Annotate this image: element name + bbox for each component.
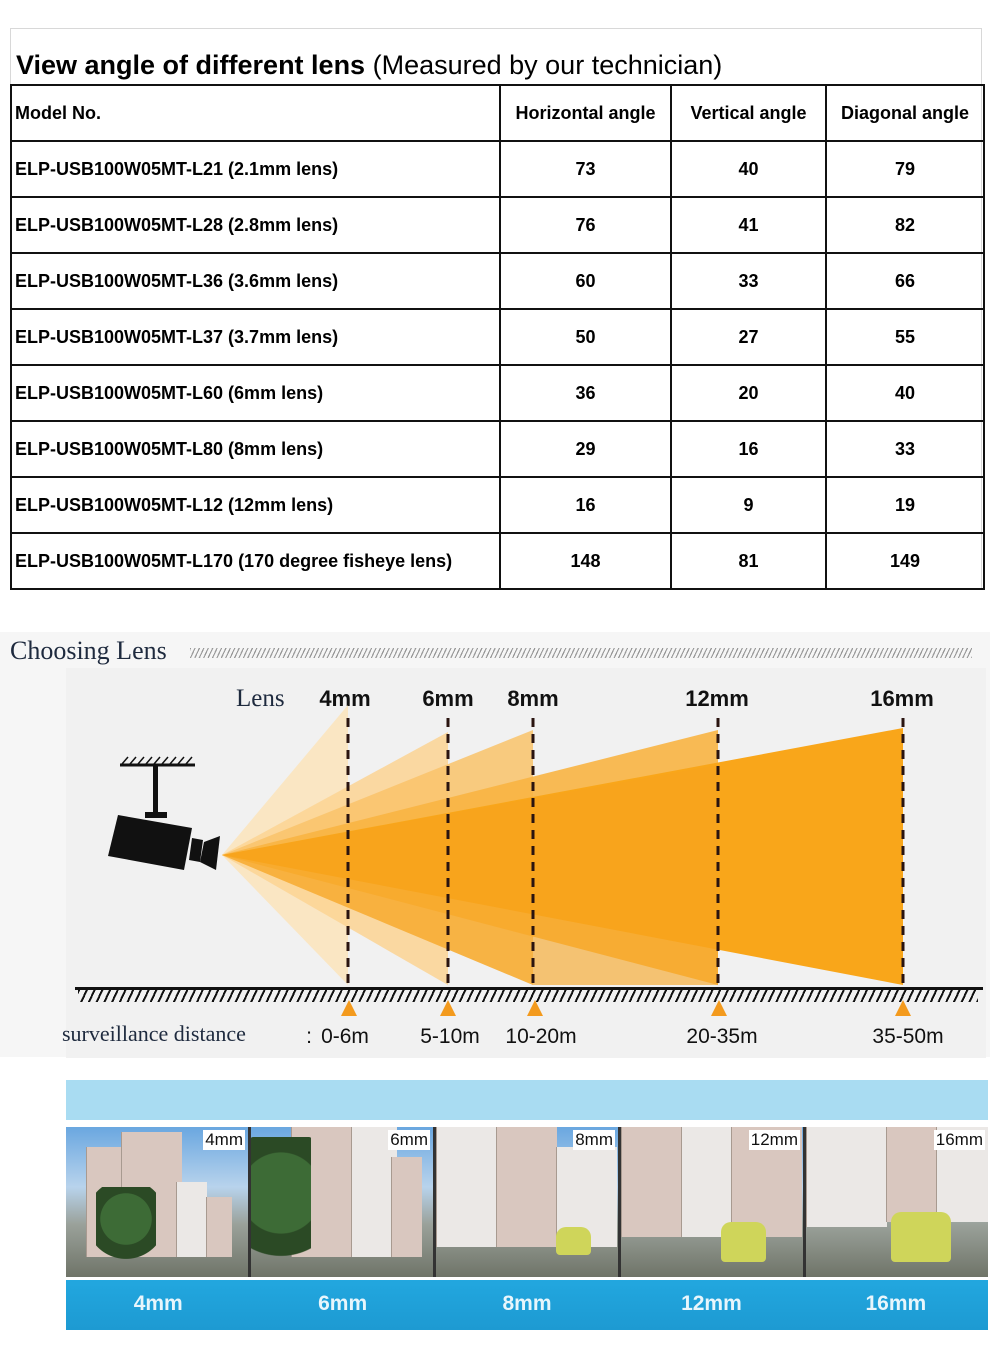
cell-diagonal: 55	[826, 309, 984, 365]
cell-vertical: 81	[671, 533, 826, 589]
cell-horizontal: 76	[500, 197, 671, 253]
cell-model: ELP-USB100W05MT-L21 (2.1mm lens)	[11, 141, 500, 197]
cell-diagonal: 40	[826, 365, 984, 421]
lens-16mm-label: 16mm	[870, 686, 934, 711]
distance-marker-icon	[711, 1000, 727, 1016]
table-title-note: (Measured by our technician)	[372, 50, 723, 80]
diagram-title: Choosing Lens	[10, 636, 167, 665]
distance-marker-icon	[895, 1000, 911, 1016]
cell-model: ELP-USB100W05MT-L28 (2.8mm lens)	[11, 197, 500, 253]
sample-photo-4mm	[66, 1127, 248, 1277]
sample-photo-8mm	[436, 1127, 618, 1277]
cell-model: ELP-USB100W05MT-L37 (3.7mm lens)	[11, 309, 500, 365]
cell-diagonal: 82	[826, 197, 984, 253]
cell-vertical: 41	[671, 197, 826, 253]
cell-diagonal: 19	[826, 477, 984, 533]
cell-model: ELP-USB100W05MT-L60 (6mm lens)	[11, 365, 500, 421]
photo-label-4mm: 4mm	[133, 1292, 183, 1315]
cell-diagonal: 149	[826, 533, 984, 589]
cell-vertical: 16	[671, 421, 826, 477]
photo-label-8mm: 8mm	[502, 1292, 552, 1315]
distance-6mm: 5-10m	[420, 1025, 480, 1048]
sample-photo-12mm	[621, 1127, 803, 1277]
cell-model: ELP-USB100W05MT-L12 (12mm lens)	[11, 477, 500, 533]
cell-horizontal: 16	[500, 477, 671, 533]
cell-vertical: 20	[671, 365, 826, 421]
cell-diagonal: 33	[826, 421, 984, 477]
photo-strip-label-band	[66, 1280, 988, 1330]
cell-horizontal: 60	[500, 253, 671, 309]
photo-strip-top-band	[66, 1080, 988, 1120]
cell-vertical: 9	[671, 477, 826, 533]
cell-model: ELP-USB100W05MT-L170 (170 degree fisheye lens)	[11, 533, 500, 589]
distance-marker-icon	[341, 1000, 357, 1016]
cell-vertical: 27	[671, 309, 826, 365]
lens-label: Lens	[236, 685, 285, 712]
photo-tag: 12mm	[750, 1130, 798, 1149]
lens-8mm-label: 8mm	[507, 686, 559, 711]
cell-model: ELP-USB100W05MT-L36 (3.6mm lens)	[11, 253, 500, 309]
cell-vertical: 33	[671, 253, 826, 309]
distance-4mm: 0-6m	[321, 1025, 369, 1048]
photo-tag: 4mm	[205, 1130, 243, 1149]
distance-16mm: 35-50m	[872, 1025, 944, 1048]
lens-sample-photos	[66, 1127, 988, 1277]
sample-photo-16mm	[806, 1127, 988, 1277]
cell-diagonal: 79	[826, 141, 984, 197]
distance-marker-icon	[440, 1000, 456, 1016]
cell-horizontal: 29	[500, 421, 671, 477]
photo-label-12mm: 12mm	[681, 1292, 742, 1315]
distance-marker-icon	[527, 1000, 543, 1016]
cell-horizontal: 148	[500, 533, 671, 589]
surveillance-distance-label: surveillance distance	[62, 1021, 246, 1046]
cell-model: ELP-USB100W05MT-L80 (8mm lens)	[11, 421, 500, 477]
distance-separator: :	[306, 1025, 312, 1048]
cell-horizontal: 50	[500, 309, 671, 365]
sample-photo-6mm	[251, 1127, 433, 1277]
header-horizontal: Horizontal angle	[500, 85, 671, 141]
lens-4mm-label: 4mm	[319, 686, 371, 711]
cell-diagonal: 66	[826, 253, 984, 309]
photo-tag: 16mm	[935, 1130, 983, 1149]
photo-label-16mm: 16mm	[865, 1292, 927, 1315]
photo-tag: 6mm	[390, 1130, 428, 1149]
cell-horizontal: 73	[500, 141, 671, 197]
cctv-camera-icon	[108, 757, 220, 870]
photo-tag: 8mm	[575, 1130, 613, 1149]
header-model: Model No.	[11, 85, 500, 141]
distance-8mm: 10-20m	[505, 1025, 577, 1048]
cell-horizontal: 36	[500, 365, 671, 421]
lens-6mm-label: 6mm	[422, 686, 474, 711]
photo-label-6mm: 6mm	[318, 1292, 368, 1315]
header-vertical: Vertical angle	[671, 85, 826, 141]
lens-12mm-label: 12mm	[685, 686, 749, 711]
distance-12mm: 20-35m	[686, 1025, 758, 1048]
header-diagonal: Diagonal angle	[826, 85, 984, 141]
table-title-main: View angle of different lens	[16, 50, 366, 80]
cell-vertical: 40	[671, 141, 826, 197]
